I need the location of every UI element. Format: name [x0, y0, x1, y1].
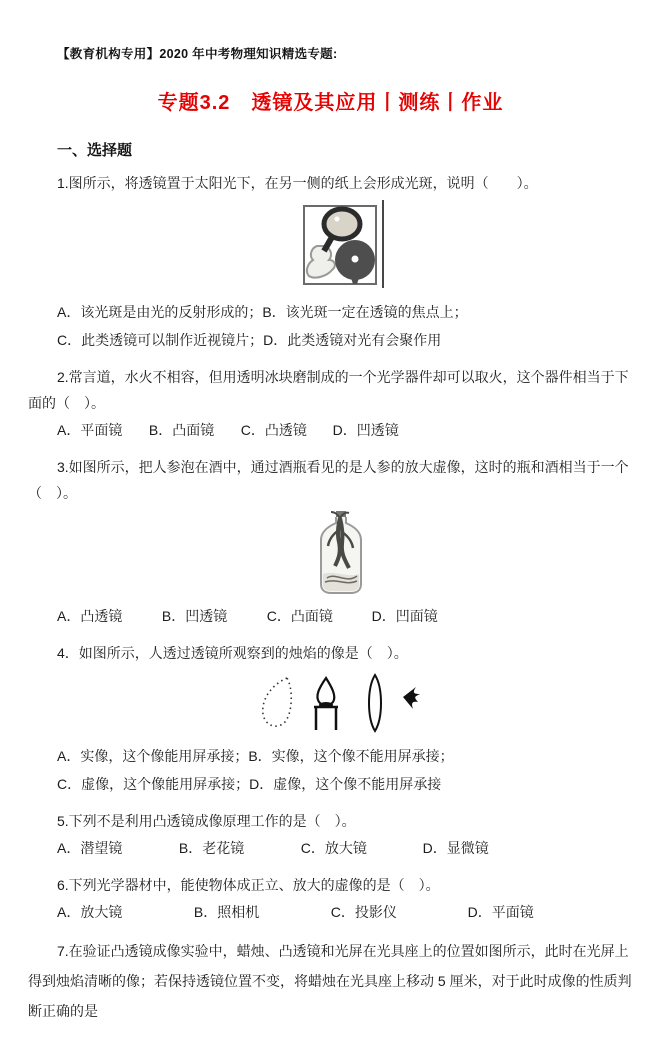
option-b: B．实像，这个像不能用屏承接；	[248, 748, 454, 764]
question-1-options-cd	[57, 326, 633, 354]
question-4-figure	[48, 672, 633, 734]
ginseng-bottle-icon	[313, 508, 369, 596]
question-3-figure	[48, 508, 633, 596]
option-a: A．该光斑是由光的反射形成的；	[57, 304, 263, 320]
question-1	[28, 170, 633, 354]
option-d: D．凹透镜	[332, 422, 399, 438]
option-c: C．投影仪	[330, 904, 397, 920]
question-2	[28, 364, 633, 444]
question-7	[28, 936, 633, 1026]
page-title: 专题3.2 透镜及其应用丨测练丨作业	[157, 92, 504, 114]
question-1-options-ab	[57, 298, 633, 326]
question-5-options	[57, 834, 633, 862]
option-a: A．平面镜	[57, 422, 123, 438]
question-7-text: 7.在验证凸透镜成像实验中，蜡烛、凸透镜和光屏在光具座上的位置如图所示，此时在光屏上得到烛焰清晰的像；若保持透镜位置不变，将蜡烛在光具座上移动 5 厘米，对于此时成像的性质判断正确的是	[28, 943, 632, 1019]
question-4-text: 4．如图所示，人透过透镜所观察到的烛焰的像是（ ）。	[57, 645, 408, 661]
option-d: D．平面镜	[467, 904, 534, 920]
option-d: D．凹面镜	[371, 608, 438, 624]
option-b: B．老花镜	[178, 840, 245, 856]
option-c: C．此类透镜可以制作近视镜片；	[57, 332, 264, 348]
question-5-text: 5.下列不是利用凸透镜成像原理工作的是（ ）。	[57, 813, 356, 829]
option-b: B．该光斑一定在透镜的焦点上；	[262, 304, 468, 320]
question-4	[28, 640, 633, 798]
question-2-text: 2.常言道，水火不相容，但用透明冰块磨制成的一个光学器件却可以取火，这个器件相当于下面的（ ）。	[28, 369, 629, 411]
option-c: C．凸透镜	[240, 422, 307, 438]
section-heading-choice-questions: 一、选择题	[57, 142, 133, 159]
question-3-options	[57, 602, 633, 630]
question-3-text: 3.如图所示，把人参泡在酒中，通过酒瓶看见的是人参的放大虚像，这时的瓶和酒相当于一个（ ）。	[28, 459, 629, 501]
document-header: 【教育机构专用】2020 年中考物理知识精选专题:	[57, 47, 338, 61]
option-c: C．放大镜	[300, 840, 367, 856]
question-4-options-cd	[57, 770, 633, 798]
option-a: A．潜望镜	[57, 840, 123, 856]
option-b: B．凸面镜	[148, 422, 215, 438]
question-3	[28, 454, 633, 630]
question-1-text: 1.图所示，将透镜置于太阳光下，在另一侧的纸上会形成光斑，说明（ ）。	[57, 175, 538, 191]
question-4-options-ab	[57, 742, 633, 770]
option-a: A．放大镜	[57, 904, 123, 920]
question-1-figure	[52, 198, 633, 290]
option-b: B．凹透镜	[161, 608, 228, 624]
question-2-options	[57, 416, 633, 444]
question-6	[28, 872, 633, 926]
question-6-text: 6.下列光学器材中，能使物体成正立、放大的虚像的是（ ）。	[57, 877, 440, 893]
magnifier-sunlight-icon	[299, 198, 387, 290]
question-6-options	[57, 898, 633, 926]
option-b: B．照相机	[193, 904, 260, 920]
option-a: A．凸透镜	[57, 608, 123, 624]
option-d: D．显微镜	[422, 840, 489, 856]
question-5	[28, 808, 633, 862]
option-d: D．此类透镜对光有会聚作用	[263, 332, 442, 348]
option-c: C．凸面镜	[266, 608, 333, 624]
option-a: A．实像，这个像能用屏承接；	[57, 748, 249, 764]
option-c: C．虚像，这个像能用屏承接；	[57, 776, 250, 792]
option-d: D．虚像，这个像不能用屏承接	[249, 776, 442, 792]
candle-lens-eye-diagram-icon	[253, 672, 428, 734]
